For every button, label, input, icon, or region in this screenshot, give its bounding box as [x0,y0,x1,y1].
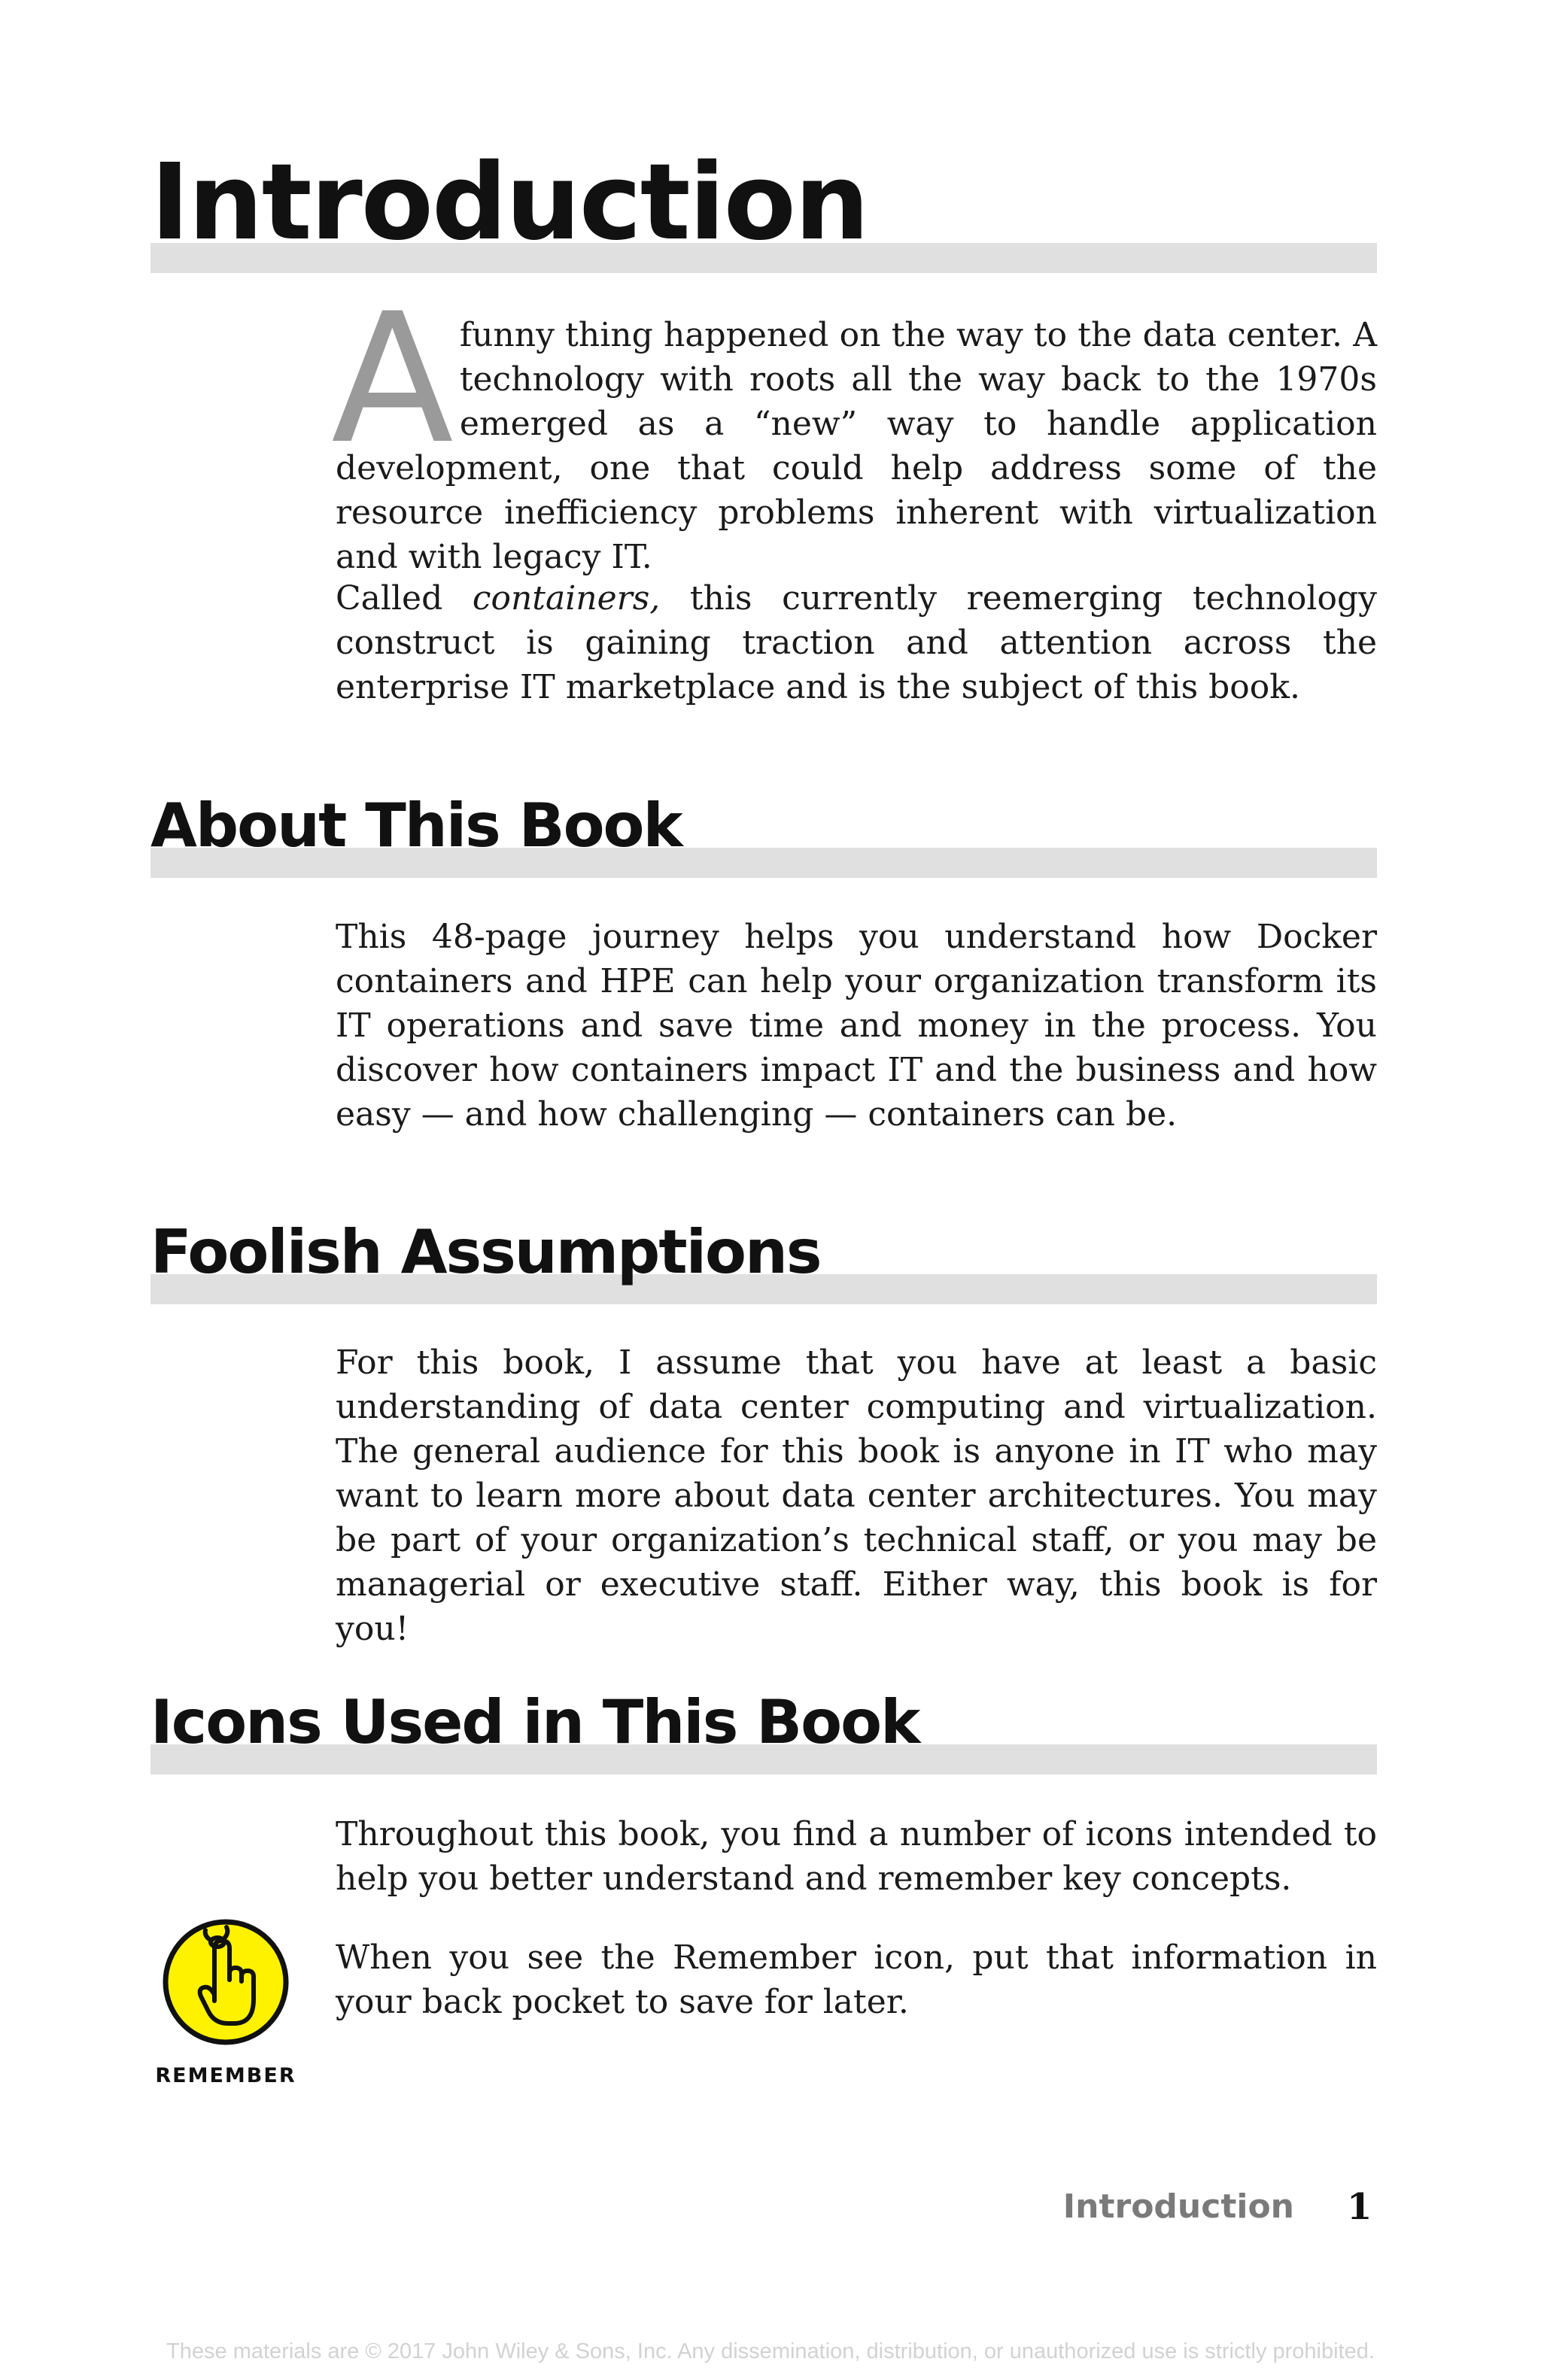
intro-paragraph-2 [336,576,1377,709]
icons-paragraph-2: When you see the Remember icon, put that information in your back pocket to save for later. [336,1938,1377,2021]
foolish-assumptions-paragraph: For this book, I assume that you have at least a basic understanding of data center computing and virtualization. The general audience for this book is anyone in IT who may want to learn more about data center architectures. You may be part of your organization’s technical staff, or you may be managerial or executive staff. Either way, this book is for you! [336,1343,1377,1648]
intro-paragraph-2-end: this currently reemerging technology construct is gaining traction and attention across the enterprise IT marketplace and is the subject of this book. [336,579,1378,706]
intro-paragraph-1 [331,275,1377,579]
intro-paragraph-2-start: Called [336,579,473,618]
running-head: Introduction [1062,2187,1294,2226]
section-heading-icons-used: Icons Used in This Book [150,1687,919,1757]
section-heading-about-this-book: About This Book [150,791,682,861]
remember-finger-icon [162,1918,290,2046]
term-containers: containers, [472,579,661,618]
page-number: 1 [1347,2186,1372,2228]
drop-cap: A [331,275,454,484]
remember-label: REMEMBER [155,2064,296,2087]
icons-paragraph-1: Throughout this book, you find a number of icons intended to help you better understand and remember key concepts. [336,1815,1377,1898]
copyright-notice: These materials are © 2017 John Wiley & Sons, Inc. Any dissemination, distribution, or unauthorized use is strictly prohibited. [166,2339,1375,2363]
about-paragraph: This 48-page journey helps you understand how Docker containers and HPE can help your organization transform its IT operations and save time and money in the process. You discover how containers impact IT and the business and how easy — and how challenging — containers can be. [336,918,1377,1134]
section-heading-foolish-assumptions: Foolish Assumptions [150,1217,821,1287]
chapter-title: Introduction [150,141,868,264]
intro-paragraph-1-text: funny thing happened on the way to the data center. A technology with roots all the way back to the 1970s emerged as a “new” way to handle application development, one that could help address some of the resource inefficiency problems inherent with virtualization and with legacy IT. [336,316,1377,576]
